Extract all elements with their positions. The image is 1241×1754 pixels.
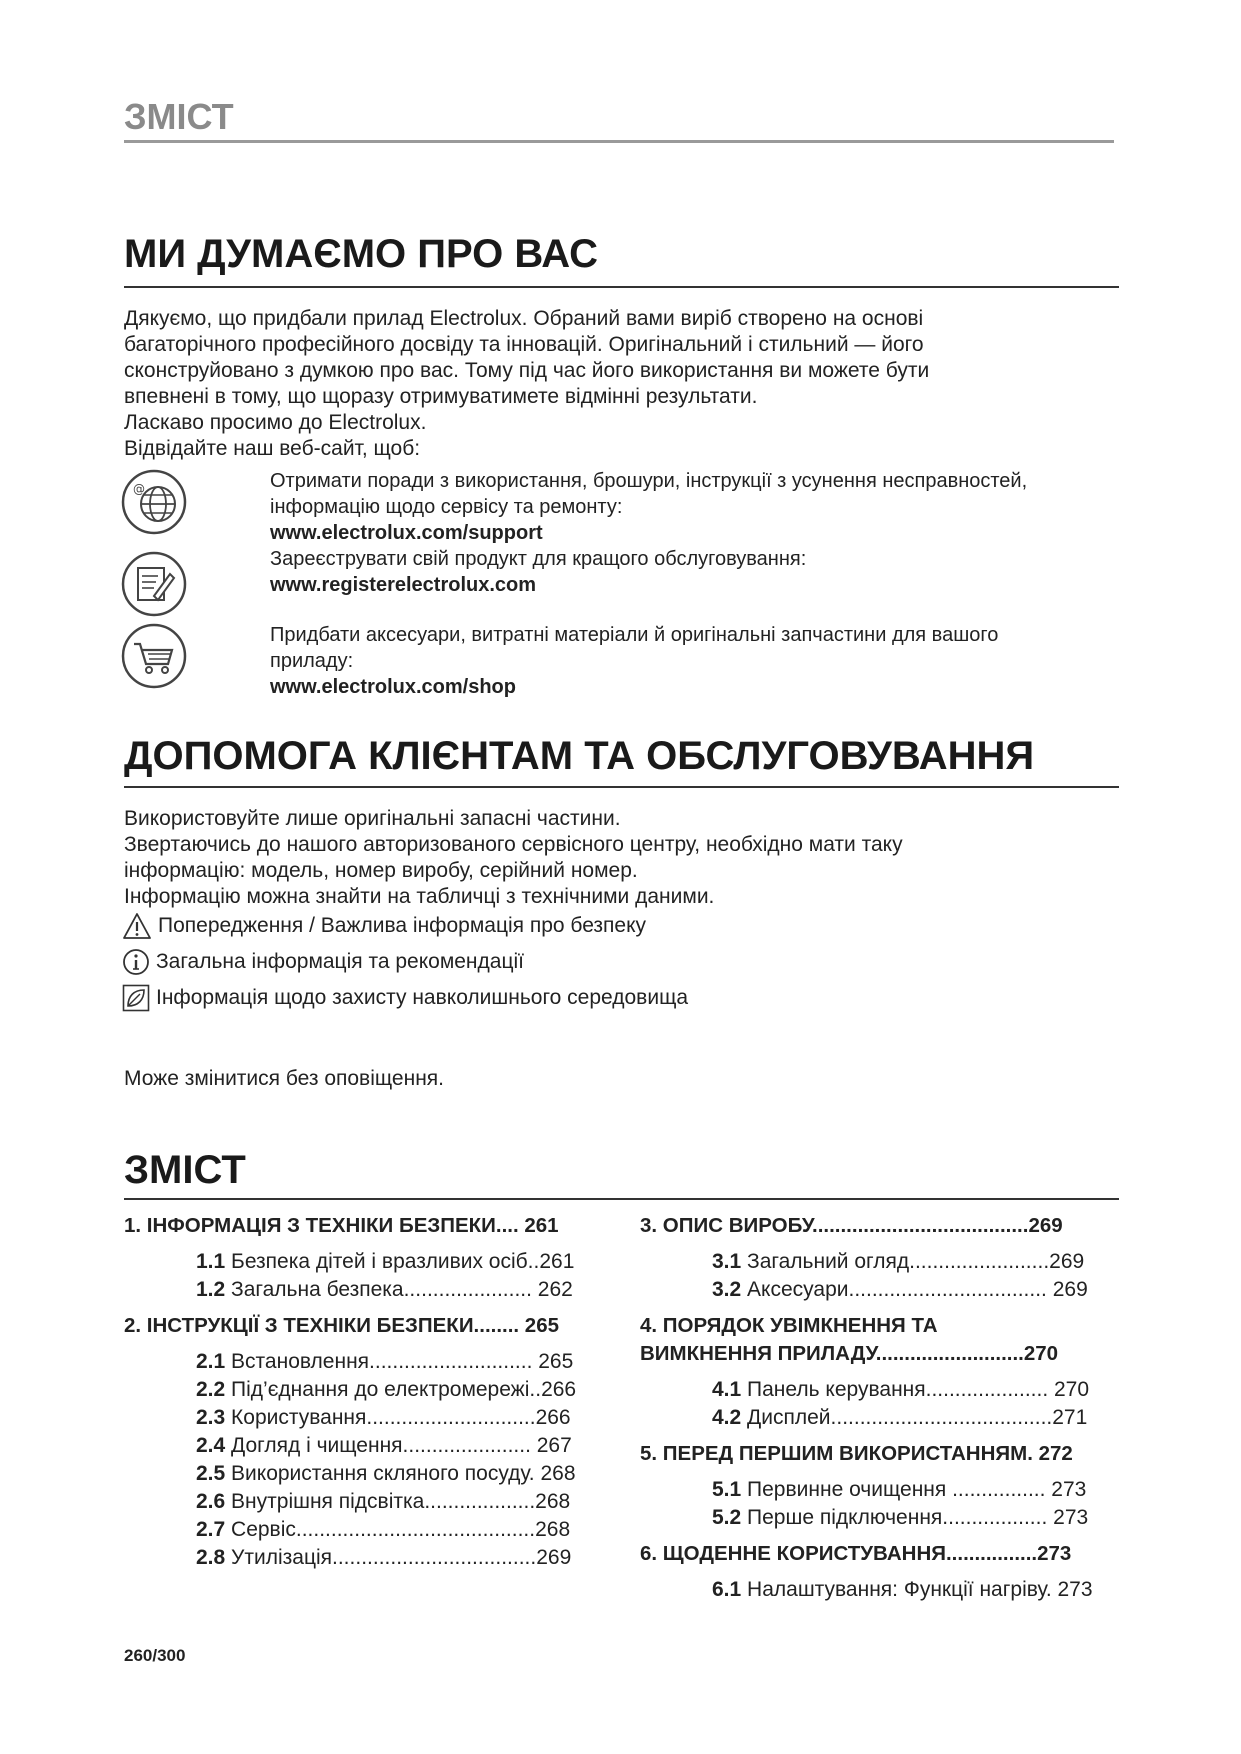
toc-item[interactable] xyxy=(640,1576,1160,1604)
support-url-link[interactable]: www.electrolux.com/support xyxy=(270,522,543,544)
toc-item[interactable] xyxy=(124,1376,644,1404)
toc-item-number: 2.6 xyxy=(196,1490,226,1513)
toc-section[interactable]: 6. ЩОДЕННЕ КОРИСТУВАННЯ................273 xyxy=(640,1542,1072,1565)
toc-left-column xyxy=(124,1212,644,1572)
toc-item-label: Внутрішня підсвітка...................268 xyxy=(225,1490,571,1513)
toc-item-label: Перше підключення.................. 273 xyxy=(741,1506,1089,1529)
about-line: Ласкаво просимо до Electrolux. xyxy=(124,411,427,434)
support-divider xyxy=(124,786,1119,788)
toc-item-label: Встановлення............................ 265 xyxy=(225,1350,574,1373)
legend-warning xyxy=(122,912,646,940)
about-divider xyxy=(124,286,1119,288)
shop-link-desc2: приладу: xyxy=(270,650,354,672)
toc-item[interactable] xyxy=(640,1276,1160,1304)
toc-item-label: Дисплей......................................271 xyxy=(741,1406,1088,1429)
toc-item-number: 4.2 xyxy=(712,1406,742,1429)
toc-section[interactable]: 4. ПОРЯДОК УВІМКНЕННЯ ТА xyxy=(640,1314,938,1337)
toc-item[interactable] xyxy=(640,1404,1160,1432)
about-line: Відвідайте наш веб-сайт, щоб: xyxy=(124,437,421,460)
toc-item-label: Панель керування..................... 270 xyxy=(741,1378,1090,1401)
toc-item[interactable] xyxy=(124,1460,644,1488)
toc-item-number: 1.2 xyxy=(196,1278,226,1301)
leaf-icon xyxy=(122,984,150,1012)
toc-item-number: 2.2 xyxy=(196,1378,226,1401)
toc-item-label: Аксесуари.................................. 269 xyxy=(741,1278,1088,1301)
toc-item[interactable] xyxy=(124,1432,644,1460)
support-title: ДОПОМОГА КЛІЄНТАМ ТА ОБСЛУГОВУВАННЯ xyxy=(124,734,1035,778)
page-number: 260/300 xyxy=(124,1646,186,1665)
toc-item[interactable] xyxy=(640,1476,1160,1504)
shop-link-desc: Придбати аксесуари, витратні матеріали й оригінальні запчастини для вашого xyxy=(270,624,999,646)
toc-item[interactable] xyxy=(640,1376,1160,1404)
toc-item[interactable] xyxy=(640,1504,1160,1532)
toc-item[interactable] xyxy=(124,1404,644,1432)
toc-item-label: Налаштування: Функції нагріву. 273 xyxy=(741,1578,1093,1601)
toc-item-number: 2.4 xyxy=(196,1434,226,1457)
toc-item-number: 2.5 xyxy=(196,1462,226,1485)
toc-item-number: 3.1 xyxy=(712,1250,742,1273)
toc-item[interactable] xyxy=(124,1348,644,1376)
toc-item-label: Сервіс.........................................268 xyxy=(225,1518,571,1541)
toc-item-number: 5.1 xyxy=(712,1478,742,1501)
toc-item-number: 3.2 xyxy=(712,1278,742,1301)
about-line: Дякуємо, що придбали прилад Electrolux. Обраний вами виріб створено на основі xyxy=(124,307,924,330)
toc-section[interactable]: 1. ІНФОРМАЦІЯ З ТЕХНІКИ БЕЗПЕКИ.... 261 xyxy=(124,1214,559,1237)
toc-item[interactable] xyxy=(124,1544,644,1572)
toc-item-number: 2.3 xyxy=(196,1406,226,1429)
register-link-text xyxy=(270,546,1241,598)
register-icon xyxy=(120,550,188,618)
support-link-text xyxy=(270,468,1241,546)
legend-info-text: Загальна інформація та рекомендації xyxy=(156,950,524,973)
toc-section-continued[interactable]: ВИМКНЕННЯ ПРИЛАДУ..........................270 xyxy=(640,1342,1059,1365)
toc-item-label: Загальна безпека...................... 262 xyxy=(225,1278,573,1301)
toc-divider xyxy=(124,1198,1119,1200)
register-url-link[interactable]: www.registerelectrolux.com xyxy=(270,574,537,596)
toc-section[interactable]: 2. ІНСТРУКЦІЇ З ТЕХНІКИ БЕЗПЕКИ........ 265 xyxy=(124,1314,560,1337)
toc-item[interactable] xyxy=(640,1248,1160,1276)
toc-item-label: Використання скляного посуду. 268 xyxy=(225,1462,576,1485)
svg-text:@: @ xyxy=(133,482,145,496)
legend-environment xyxy=(122,984,688,1012)
support-line: Звертаючись до нашого авторизованого сервісного центру, необхідно мати таку xyxy=(124,833,903,856)
toc-item-number: 2.8 xyxy=(196,1546,226,1569)
toc-item-number: 2.7 xyxy=(196,1518,226,1541)
toc-item-label: Догляд і чищення...................... 267 xyxy=(225,1434,572,1457)
toc-item-label: Під’єднання до електромережі..266 xyxy=(225,1378,577,1401)
support-line: інформацію: модель, номер виробу, серійний номер. xyxy=(124,859,638,882)
toc-item-number: 1.1 xyxy=(196,1250,226,1273)
header-divider xyxy=(124,140,1114,143)
globe-icon xyxy=(120,468,188,536)
toc-item-number: 6.1 xyxy=(712,1578,742,1601)
toc-section[interactable]: 3. ОПИС ВИРОБУ......................................269 xyxy=(640,1214,1063,1237)
cart-icon xyxy=(120,622,188,690)
toc-item-label: Користування.............................266 xyxy=(225,1406,571,1429)
page-title: ЗМІСТ xyxy=(124,96,234,137)
toc-item-label: Первинне очищення ................ 273 xyxy=(741,1478,1087,1501)
support-link-desc: Отримати поради з використання, брошури, інструкції з усунення несправностей, xyxy=(270,470,1028,492)
legend-warning-text: Попередження / Важлива інформація про безпеку xyxy=(158,914,647,937)
toc-item-number: 5.2 xyxy=(712,1506,742,1529)
legend-info xyxy=(122,948,524,976)
toc-item[interactable] xyxy=(124,1516,644,1544)
toc-item-label: Утилізація...................................269 xyxy=(225,1546,572,1569)
shop-link-text xyxy=(270,622,1241,700)
toc-section[interactable]: 5. ПЕРЕД ПЕРШИМ ВИКОРИСТАННЯМ. 272 xyxy=(640,1442,1073,1465)
toc-right-column xyxy=(640,1212,1160,1604)
about-text xyxy=(124,306,1124,462)
register-link-desc: Зареєструвати свій продукт для кращого обслуговування: xyxy=(270,548,807,570)
info-icon xyxy=(122,948,150,976)
legend-environment-text: Інформація щодо захисту навколишнього середовища xyxy=(156,986,689,1009)
toc-item[interactable] xyxy=(124,1488,644,1516)
support-link-desc2: інформацію щодо сервісу та ремонту: xyxy=(270,496,623,518)
about-line: сконструйовано з думкою про вас. Тому під час його використання ви можете бути xyxy=(124,359,930,382)
change-notice: Може змінитися без оповіщення. xyxy=(124,1067,444,1090)
support-line: Інформацію можна знайти на табличці з технічними даними. xyxy=(124,885,715,908)
about-line: впевнені в тому, що щоразу отримуватимете відмінні результати. xyxy=(124,385,758,408)
toc-item[interactable] xyxy=(124,1248,644,1276)
support-line: Використовуйте лише оригінальні запасні частини. xyxy=(124,807,621,830)
support-text xyxy=(124,806,1124,910)
toc-item[interactable] xyxy=(124,1276,644,1304)
warning-icon xyxy=(122,912,152,940)
toc-item-number: 2.1 xyxy=(196,1350,226,1373)
about-line: багаторічного професійного досвіду та інновацій. Оригінальний і стильний — його xyxy=(124,333,924,356)
toc-item-label: Загальний огляд........................269 xyxy=(741,1250,1085,1273)
shop-url-link[interactable]: www.electrolux.com/shop xyxy=(270,676,516,698)
toc-item-number: 4.1 xyxy=(712,1378,742,1401)
toc-title: ЗМІСТ xyxy=(124,1148,246,1192)
toc-item-label: Безпека дітей і вразливих осіб..261 xyxy=(225,1250,575,1273)
about-title: МИ ДУМАЄМО ПРО ВАС xyxy=(124,232,599,276)
